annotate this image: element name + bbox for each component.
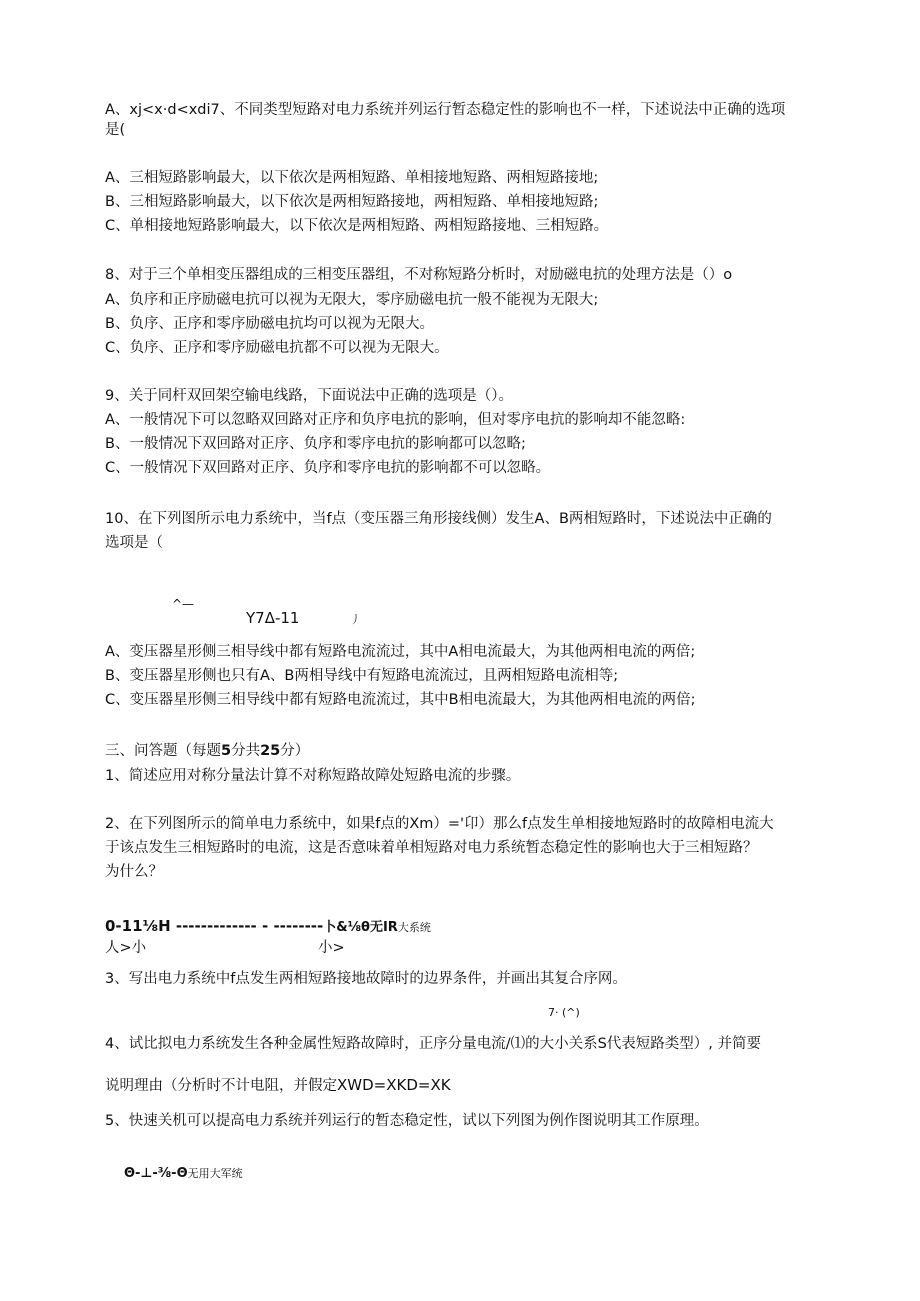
q8-option-c: C、负序、正序和零序励磁电抗都不可以视为无限大。 [105, 340, 449, 356]
q5-figure-main: Θ-⊥-⅜-Θ [124, 1166, 188, 1181]
q10-option-b: B、变压器星形侧也只有A、B两相导线中有短路电流流过，且两相短路电流相等; [105, 668, 619, 684]
s3-question-1: 1、简述应用对称分量法计算不对称短路故障处短路电流的步骤。 [105, 768, 521, 784]
q5-figure-line [124, 1163, 243, 1184]
s3-question-4-line2 [105, 1075, 451, 1096]
s3-question-2-line1: 2、在下列图所示的简单电力系统中，如果f点的Xm）='卬）那么f点发生单相接地短路时的故障相电流大 [105, 816, 774, 832]
q2-figure-line [105, 916, 431, 938]
q10-option-c: C、变压器星形侧三相导线中都有短路电流流过，其中B相电流最大，为其他两相电流的两倍; [105, 692, 696, 708]
q4-line2-formula: XWD=XKD=XK [337, 1076, 451, 1094]
s3-question-3: 3、写出电力系统中f点发生两相短路接地故障时的边界条件，并画出其复合序网。 [105, 971, 627, 987]
q2-figure-sub-left: 人>小 [105, 940, 147, 956]
section-heading-points-total: 25 [260, 743, 281, 759]
q9-option-a: A、一般情况下可以忽略双回路对正序和负序电抗的影响，但对零序电抗的影响却不能忽略: [105, 412, 686, 428]
q9-option-b: B、一般情况下双回路对正序、负序和零序电抗的影响都可以忽略; [105, 436, 526, 452]
q8-option-b: B、负序、正序和零序励磁电抗均可以视为无限大。 [105, 316, 434, 332]
q10-option-a: A、变压器星形侧三相导线中都有短路电流流过，其中A相电流最大，为其他两相电流的两倍; [105, 644, 696, 660]
q7-stem-line2: 是( [105, 122, 126, 138]
q7-option-b: B、三相短路影响最大，以下依次是两相短路接地，两相短路、单相接地短路; [105, 194, 599, 210]
q10-stem-line1: 10、在下列图所示电力系统中，当f点（变压器三角形接线侧）发生A、B两相短路时，下述说法中正确的 [105, 511, 772, 527]
s3-question-2-line3: 为什么？ [105, 864, 163, 880]
q5-figure-system-label: 无用大军统 [187, 1167, 243, 1180]
q8-stem: 8、对于三个单相变压器组成的三相变压器组，不对称短路分析时，对励磁电抗的处理方法是（）o [105, 267, 733, 283]
section-heading [105, 741, 309, 761]
q7-option-c: C、单相接地短路影响最大，以下依次是两相短路、两相短路接地、三相短路。 [105, 218, 609, 234]
q3-figure-mark: 7· (^) [548, 1006, 580, 1019]
q9-option-c: C、一般情况下双回路对正序、负序和零序电抗的影响都不可以忽略。 [105, 460, 551, 476]
s3-question-2-line2: 于该点发生三相短路时的电流，这是否意味着单相短路对电力系统暂态稳定性的影响也大于三相短路？ [105, 840, 758, 856]
q2-figure-main: 0-11⅛H ------------- - -------- [105, 917, 324, 935]
s3-question-5: 5、快速关机可以提高电力系统并列运行的暂态稳定性，试以下列图为例作图说明其工作原理。 [105, 1113, 709, 1129]
q10-stem-line2: 选项是（ [105, 535, 163, 551]
q4-line2-text: 说明理由（分析时不计电阻，并假定 [105, 1078, 337, 1094]
q9-stem: 9、关于同杆双回架空输电线路，下面说法中正确的选项是（）。 [105, 388, 513, 404]
section-heading-text-c: 分） [280, 743, 310, 759]
q7-stem-line1: A、xj<x·d<xdi7、不同类型短路对电力系统并列运行暂态稳定性的影响也不一样，下述说法中正确的选项 [105, 102, 786, 118]
section-heading-points-each: 5 [221, 743, 232, 759]
q10-figure-mark: ^— [172, 597, 195, 611]
q2-figure-sub-right: 小> [318, 940, 345, 956]
q8-option-a: A、负序和正序励磁电抗可以视为无限大，零序励磁电抗一般不能视为无限大; [105, 292, 599, 308]
q2-figure-tail: 卜&⅛θ无IR [323, 920, 398, 935]
section-heading-text-a: 三、问答题（每题 [105, 743, 221, 759]
q7-option-a: A、三相短路影响最大，以下依次是两相短路、单相接地短路、两相短路接地; [105, 170, 599, 186]
q10-figure-label: Y7Δ-11 [246, 609, 300, 627]
q2-figure-system-label: 大系统 [397, 921, 431, 934]
q10-figure-tail: 丿 [350, 613, 361, 626]
section-heading-text-b: 分共 [231, 743, 261, 759]
s3-question-4-line1: 4、试比拟电力系统发生各种金属性短路故障时，正序分量电流/⑴的大小关系S代表短路类型）, 并简要 [105, 1036, 762, 1052]
